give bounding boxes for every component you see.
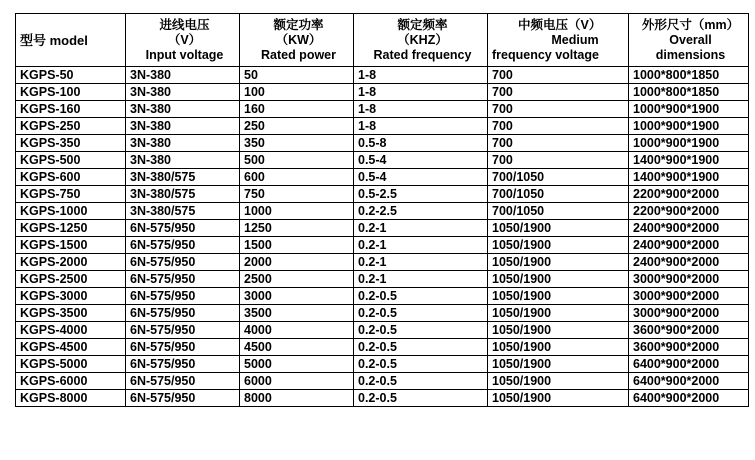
cell-dimensions: 1000*900*1900 (629, 101, 749, 118)
cell-dimensions: 6400*900*2000 (629, 390, 749, 407)
table-body (16, 67, 749, 407)
header-dimensions-zh: 外形尺寸（mm） (641, 17, 740, 32)
table-row (16, 288, 749, 305)
cell-medium-voltage: 700 (488, 152, 629, 169)
cell-rated-frequency: 1-8 (354, 67, 488, 84)
cell-rated-power: 2000 (240, 254, 354, 271)
table-row (16, 84, 749, 101)
cell-dimensions: 1000*900*1900 (629, 135, 749, 152)
table-row (16, 237, 749, 254)
cell-rated-frequency: 0.5-2.5 (354, 186, 488, 203)
cell-rated-power: 3000 (240, 288, 354, 305)
cell-medium-voltage: 1050/1900 (488, 254, 629, 271)
cell-model: KGPS-50 (16, 67, 126, 84)
header-input-voltage (126, 14, 240, 67)
cell-rated-frequency: 0.2-0.5 (354, 339, 488, 356)
header-dimensions (629, 14, 749, 67)
cell-model: KGPS-4000 (16, 322, 126, 339)
cell-medium-voltage: 700 (488, 101, 629, 118)
cell-medium-voltage: 1050/1900 (488, 288, 629, 305)
header-input-voltage-zh: 进线电压 (159, 17, 210, 32)
cell-model: KGPS-600 (16, 169, 126, 186)
table-row (16, 356, 749, 373)
cell-dimensions: 1400*900*1900 (629, 169, 749, 186)
cell-input-voltage: 3N-380/575 (126, 169, 240, 186)
cell-rated-power: 6000 (240, 373, 354, 390)
table-row (16, 186, 749, 203)
cell-input-voltage: 3N-380/575 (126, 203, 240, 220)
header-rated-frequency-zh: 额定频率 (397, 17, 448, 32)
cell-rated-frequency: 0.2-0.5 (354, 356, 488, 373)
table-header (16, 14, 749, 67)
table-row (16, 169, 749, 186)
cell-rated-frequency: 0.2-1 (354, 254, 488, 271)
cell-dimensions: 3000*900*2000 (629, 305, 749, 322)
cell-input-voltage: 3N-380 (126, 67, 240, 84)
cell-input-voltage: 3N-380 (126, 84, 240, 101)
header-rated-power-unit: （KW） (275, 32, 322, 47)
cell-rated-frequency: 1-8 (354, 101, 488, 118)
cell-rated-power: 750 (240, 186, 354, 203)
cell-rated-power: 2500 (240, 271, 354, 288)
cell-rated-power: 5000 (240, 356, 354, 373)
cell-medium-voltage: 700 (488, 135, 629, 152)
table-row (16, 152, 749, 169)
table-row (16, 271, 749, 288)
cell-rated-power: 4000 (240, 322, 354, 339)
cell-dimensions: 1000*800*1850 (629, 84, 749, 101)
cell-medium-voltage: 700 (488, 67, 629, 84)
header-model: 型号 model (16, 14, 126, 67)
cell-medium-voltage: 1050/1900 (488, 237, 629, 254)
cell-input-voltage: 6N-575/950 (126, 237, 240, 254)
cell-model: KGPS-100 (16, 84, 126, 101)
cell-rated-power: 1250 (240, 220, 354, 237)
cell-model: KGPS-500 (16, 152, 126, 169)
cell-input-voltage: 3N-380 (126, 118, 240, 135)
cell-model: KGPS-6000 (16, 373, 126, 390)
cell-medium-voltage: 1050/1900 (488, 271, 629, 288)
cell-rated-power: 160 (240, 101, 354, 118)
cell-dimensions: 2400*900*2000 (629, 254, 749, 271)
cell-input-voltage: 6N-575/950 (126, 322, 240, 339)
cell-rated-power: 50 (240, 67, 354, 84)
cell-model: KGPS-2500 (16, 271, 126, 288)
cell-rated-frequency: 1-8 (354, 84, 488, 101)
cell-input-voltage: 3N-380/575 (126, 186, 240, 203)
cell-rated-frequency: 0.2-0.5 (354, 322, 488, 339)
cell-rated-frequency: 0.5-8 (354, 135, 488, 152)
cell-model: KGPS-3500 (16, 305, 126, 322)
cell-rated-frequency: 1-8 (354, 118, 488, 135)
cell-medium-voltage: 1050/1900 (488, 390, 629, 407)
cell-rated-frequency: 0.2-0.5 (354, 390, 488, 407)
cell-model: KGPS-8000 (16, 390, 126, 407)
cell-rated-frequency: 0.2-0.5 (354, 373, 488, 390)
cell-rated-frequency: 0.2-2.5 (354, 203, 488, 220)
table-row (16, 101, 749, 118)
cell-model: KGPS-1250 (16, 220, 126, 237)
cell-rated-power: 1500 (240, 237, 354, 254)
cell-input-voltage: 6N-575/950 (126, 254, 240, 271)
cell-input-voltage: 6N-575/950 (126, 271, 240, 288)
cell-rated-power: 100 (240, 84, 354, 101)
header-dimensions-en1: Overall (669, 32, 712, 47)
cell-dimensions: 6400*900*2000 (629, 373, 749, 390)
cell-rated-frequency: 0.2-1 (354, 237, 488, 254)
cell-medium-voltage: 700 (488, 118, 629, 135)
cell-rated-frequency: 0.2-0.5 (354, 288, 488, 305)
header-medium-voltage-en2: frequency voltage (492, 47, 599, 62)
cell-dimensions: 6400*900*2000 (629, 356, 749, 373)
cell-medium-voltage: 700 (488, 84, 629, 101)
header-medium-voltage (488, 14, 629, 67)
header-rated-frequency-en: Rated frequency (373, 47, 472, 62)
cell-model: KGPS-1000 (16, 203, 126, 220)
cell-rated-power: 3500 (240, 305, 354, 322)
table-row (16, 254, 749, 271)
cell-rated-frequency: 0.2-0.5 (354, 305, 488, 322)
cell-dimensions: 1000*800*1850 (629, 67, 749, 84)
cell-dimensions: 3000*900*2000 (629, 288, 749, 305)
cell-model: KGPS-1500 (16, 237, 126, 254)
cell-medium-voltage: 1050/1900 (488, 322, 629, 339)
cell-model: KGPS-5000 (16, 356, 126, 373)
table-row (16, 203, 749, 220)
header-dimensions-en2: dimensions (655, 47, 726, 62)
header-rated-power-zh: 额定功率 (273, 17, 324, 32)
header-medium-voltage-en1: Medium (551, 32, 599, 47)
header-rated-frequency-unit: （KHZ） (397, 32, 448, 47)
table-row (16, 373, 749, 390)
cell-dimensions: 2400*900*2000 (629, 220, 749, 237)
cell-rated-power: 600 (240, 169, 354, 186)
cell-dimensions: 3000*900*2000 (629, 271, 749, 288)
header-input-voltage-en: Input voltage (145, 47, 224, 62)
cell-medium-voltage: 1050/1900 (488, 305, 629, 322)
cell-medium-voltage: 700/1050 (488, 203, 629, 220)
cell-rated-frequency: 0.2-1 (354, 220, 488, 237)
cell-input-voltage: 6N-575/950 (126, 305, 240, 322)
cell-model: KGPS-160 (16, 101, 126, 118)
cell-medium-voltage: 1050/1900 (488, 373, 629, 390)
table-row (16, 322, 749, 339)
cell-rated-power: 8000 (240, 390, 354, 407)
cell-dimensions: 1400*900*1900 (629, 152, 749, 169)
cell-input-voltage: 3N-380 (126, 101, 240, 118)
cell-model: KGPS-250 (16, 118, 126, 135)
cell-dimensions: 2200*900*2000 (629, 186, 749, 203)
cell-input-voltage: 6N-575/950 (126, 339, 240, 356)
cell-input-voltage: 6N-575/950 (126, 373, 240, 390)
table-row (16, 339, 749, 356)
cell-model: KGPS-3000 (16, 288, 126, 305)
header-rated-power (240, 14, 354, 67)
cell-model: KGPS-4500 (16, 339, 126, 356)
cell-dimensions: 2200*900*2000 (629, 203, 749, 220)
cell-rated-frequency: 0.5-4 (354, 169, 488, 186)
cell-rated-power: 500 (240, 152, 354, 169)
cell-medium-voltage: 700/1050 (488, 169, 629, 186)
cell-dimensions: 3600*900*2000 (629, 322, 749, 339)
table-row (16, 135, 749, 152)
cell-medium-voltage: 1050/1900 (488, 339, 629, 356)
cell-rated-power: 350 (240, 135, 354, 152)
header-medium-voltage-zh: 中频电压（V） (518, 17, 602, 32)
cell-rated-frequency: 0.2-1 (354, 271, 488, 288)
cell-input-voltage: 6N-575/950 (126, 288, 240, 305)
header-row (16, 14, 749, 67)
table-row (16, 305, 749, 322)
table-row (16, 118, 749, 135)
cell-input-voltage: 3N-380 (126, 135, 240, 152)
spec-table (15, 13, 749, 407)
cell-input-voltage: 6N-575/950 (126, 220, 240, 237)
cell-dimensions: 3600*900*2000 (629, 339, 749, 356)
table-row (16, 390, 749, 407)
cell-model: KGPS-2000 (16, 254, 126, 271)
cell-input-voltage: 6N-575/950 (126, 390, 240, 407)
cell-rated-power: 250 (240, 118, 354, 135)
cell-rated-power: 1000 (240, 203, 354, 220)
cell-dimensions: 2400*900*2000 (629, 237, 749, 254)
header-input-voltage-unit: （V） (167, 32, 202, 47)
cell-rated-power: 4500 (240, 339, 354, 356)
table-row (16, 67, 749, 84)
header-rated-power-en: Rated power (260, 47, 336, 62)
cell-input-voltage: 3N-380 (126, 152, 240, 169)
table-row (16, 220, 749, 237)
cell-dimensions: 1000*900*1900 (629, 118, 749, 135)
header-rated-frequency (354, 14, 488, 67)
cell-input-voltage: 6N-575/950 (126, 356, 240, 373)
cell-rated-frequency: 0.5-4 (354, 152, 488, 169)
cell-medium-voltage: 700/1050 (488, 186, 629, 203)
cell-model: KGPS-350 (16, 135, 126, 152)
cell-model: KGPS-750 (16, 186, 126, 203)
cell-medium-voltage: 1050/1900 (488, 220, 629, 237)
cell-medium-voltage: 1050/1900 (488, 356, 629, 373)
